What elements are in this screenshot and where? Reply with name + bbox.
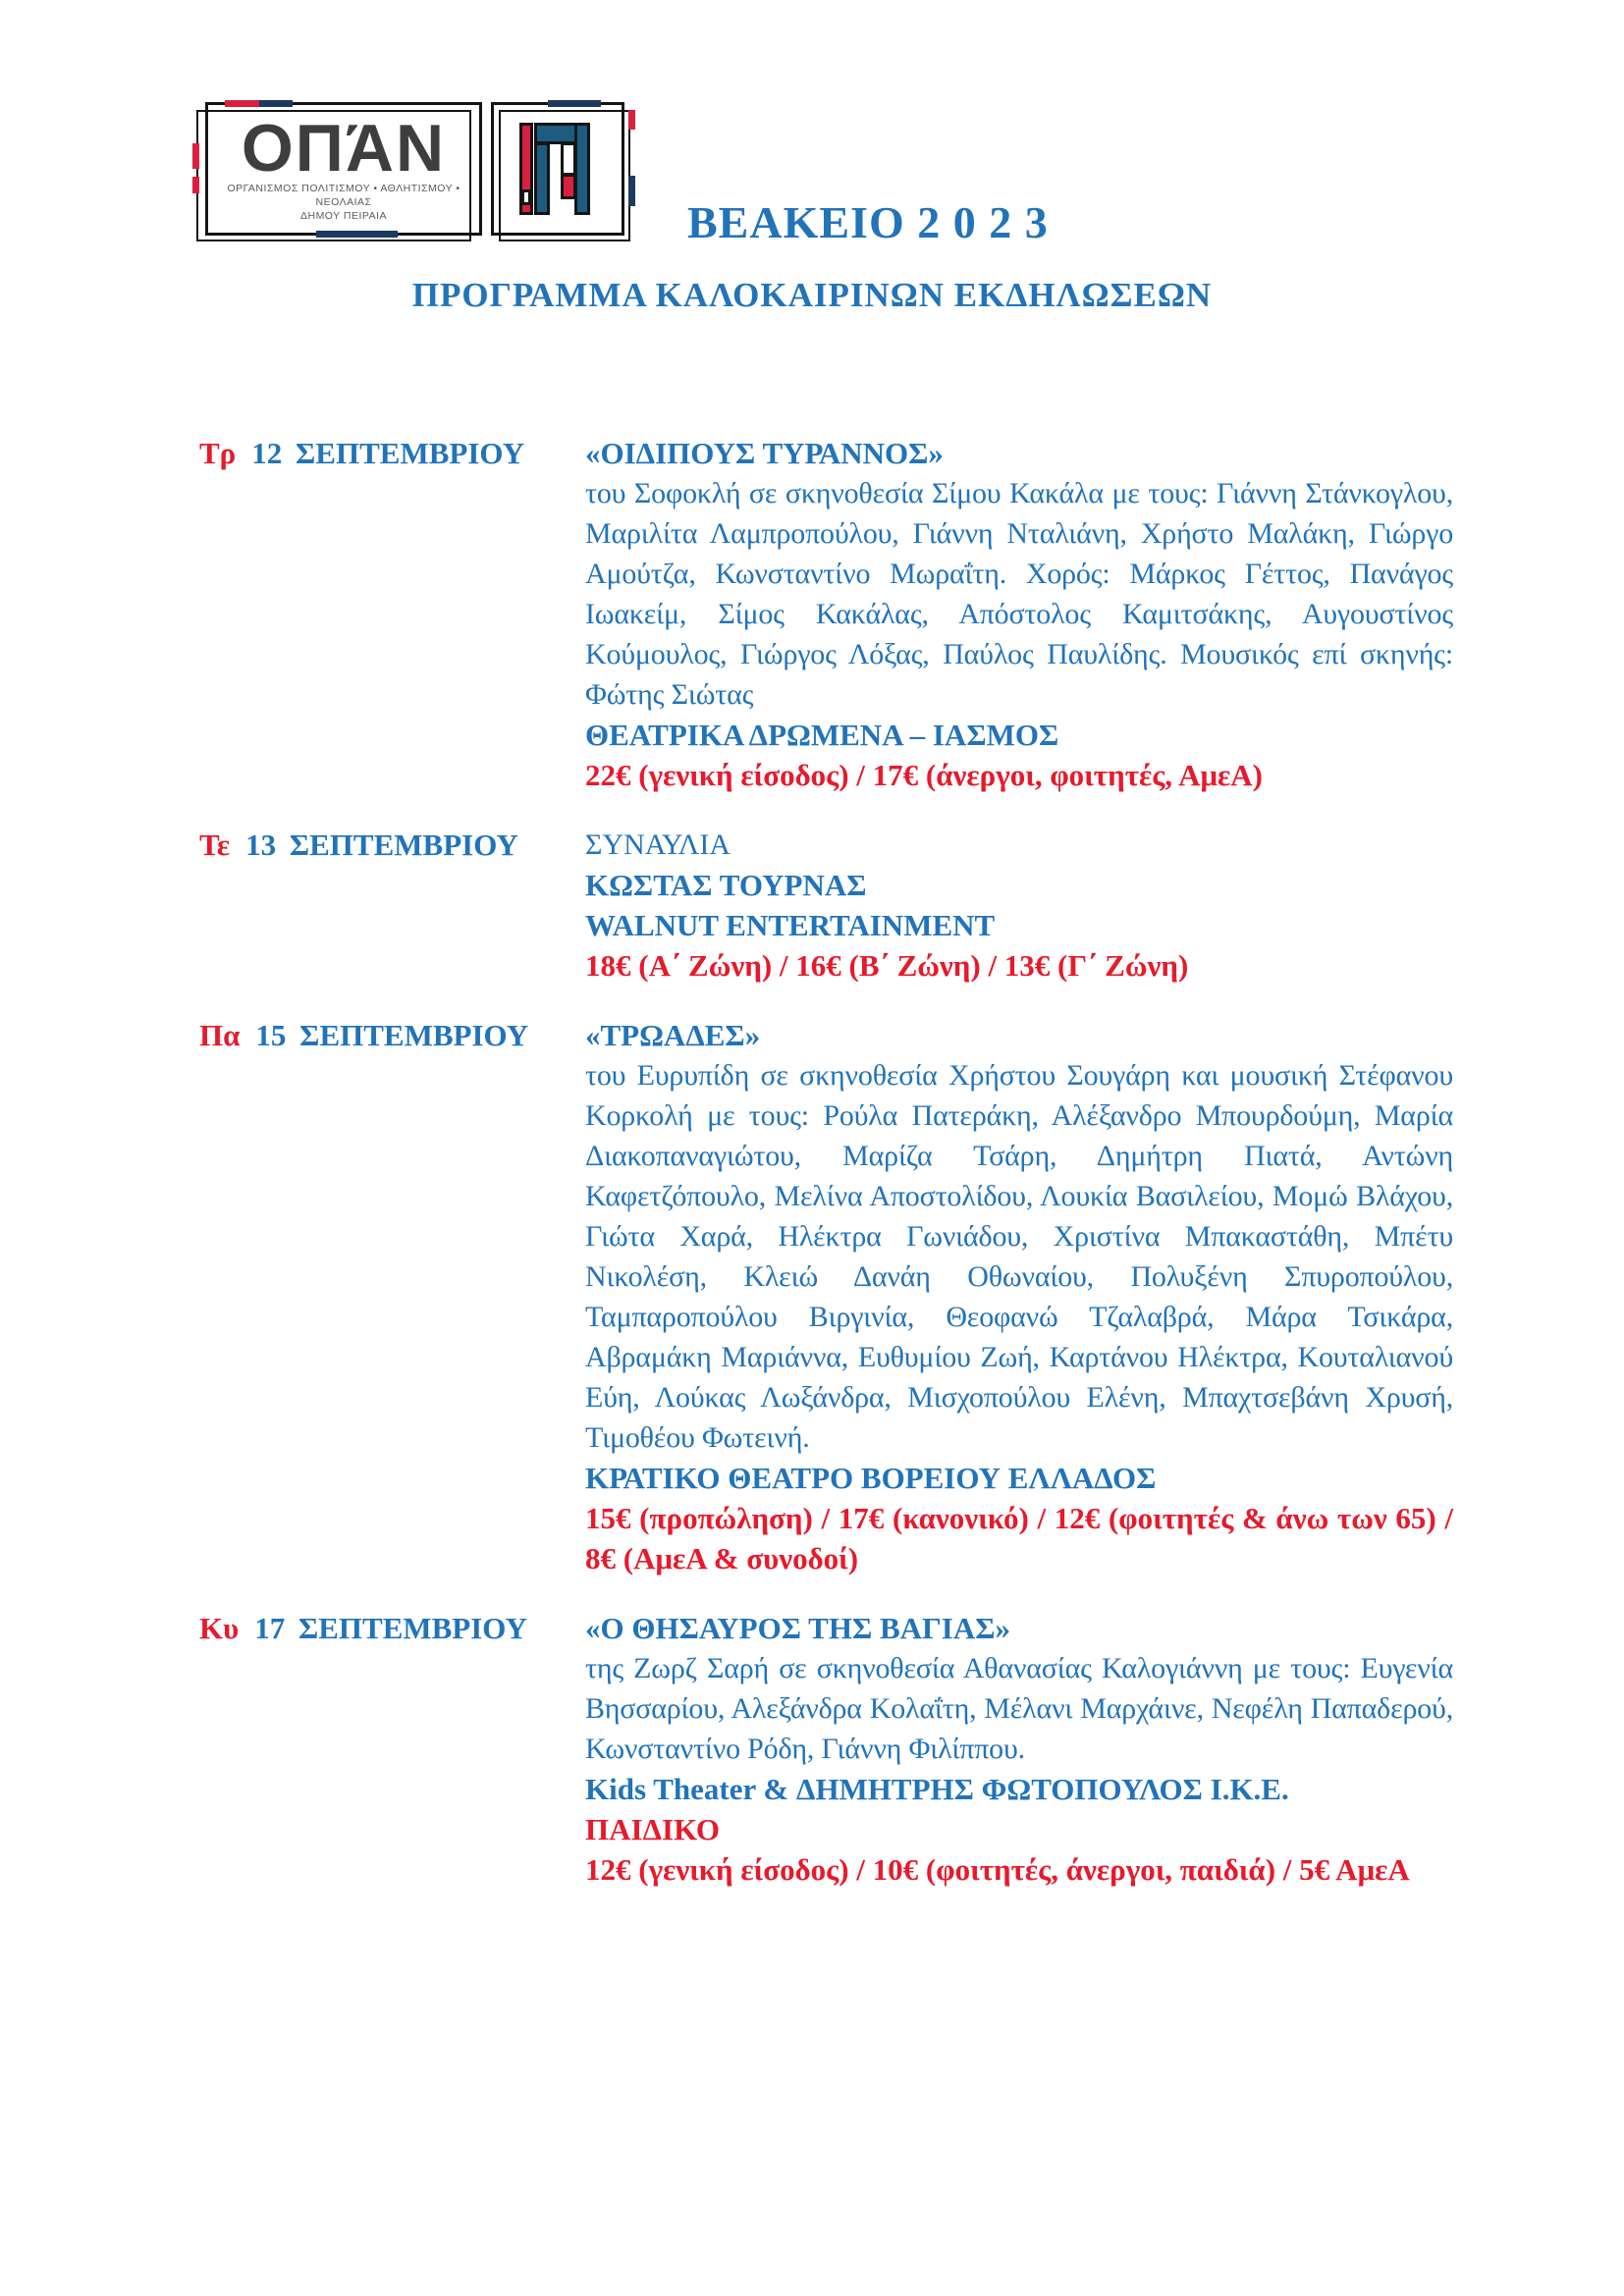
page-title: ΒΕΑΚΕΙΟ 2 0 2 3 [687, 197, 1049, 247]
piraeus-pi-logo-box [491, 102, 624, 236]
pi-icon [519, 119, 590, 215]
event-price: 18€ (Α΄ Ζώνη) / 16€ (Β΄ Ζώνη) / 13€ (Γ΄ Ζώνη) [585, 948, 1189, 983]
event-row [199, 1015, 1453, 1578]
page-subtitle: ΠΡΟΓΡΑΜΜΑ ΚΑΛΟΚΑΙΡΙΝΩΝ ΕΚΔΗΛΩΣΕΩΝ [411, 276, 1213, 314]
event-price: 12€ (γενική είσοδος) / 10€ (φοιτητές, άνεργοι, παιδιά) / 5€ ΑμεΑ [585, 1852, 1410, 1887]
event-row [199, 433, 1453, 795]
pi-icon-block [521, 189, 531, 205]
event-price: 15€ (προπώληση) / 17€ (κανονικό) / 12€ (φοιτητές & άνω των 65) / 8€ (ΑμεΑ & συνοδοί) [585, 1501, 1453, 1575]
event-date [199, 1015, 585, 1055]
event-day-abbr: Τρ [199, 436, 237, 470]
logo-accent-segment [259, 100, 292, 107]
event-genre: ΣΥΝΑΥΛΙΑ [585, 828, 731, 861]
event-category: ΠΑΙΔΙΚΟ [585, 1812, 720, 1846]
event-date-text: 15 ΣΕΠΤΕΜΒΡΙΟΥ [255, 1018, 529, 1052]
event-row [199, 1608, 1453, 1890]
event-title: «Ο ΘΗΣΑΥΡΟΣ ΤΗΣ ΒΑΓΙΑΣ» [585, 1611, 1010, 1645]
event-details [585, 433, 1453, 795]
logo-accent-segment [628, 176, 635, 206]
logo-accent-segment [192, 177, 199, 193]
opan-logo [205, 102, 624, 236]
logo-accent-segment [628, 110, 635, 130]
event-price: 22€ (γενική είσοδος) / 17€ (άνεργοι, φοιτητές, ΑμεΑ) [585, 758, 1264, 792]
pi-icon-block [574, 123, 590, 215]
events-list [199, 433, 1453, 1919]
event-date [199, 1608, 585, 1648]
event-row [199, 825, 1453, 986]
logo-accent-segment [548, 100, 602, 107]
event-details [585, 1608, 1453, 1890]
opan-logo-tagline-line1: ΟΡΓΑΝΙΣΜΟΣ ΠΟΛΙΤΙΣΜΟΥ • ΑΘΛΗΤΙΣΜΟΥ • ΝΕΟΛΑΙΑΣ [227, 183, 460, 208]
opan-logo-tagline-line2: ΔΗΜΟΥ ΠΕΙΡΑΙΑ [299, 210, 388, 222]
event-venue: ΘΕΑΤΡΙΚΑ ΔΡΩΜΕΝΑ – ΙΑΣΜΟΣ [585, 718, 1059, 752]
opan-logo-text: ΟΠΆΝ [241, 111, 447, 186]
event-venue: Kids Theater & ΔΗΜΗΤΡΗΣ ΦΩΤΟΠΟΥΛΟΣ Ι.Κ.Ε. [585, 1772, 1289, 1806]
event-day-abbr: Τε [199, 828, 231, 862]
event-artist: ΚΩΣΤΑΣ ΤΟΥΡΝΑΣ [585, 868, 867, 902]
event-date [199, 825, 585, 865]
event-body: της Ζωρζ Σαρή σε σκηνοθεσία Αθανασίας Καλογιάννη με τους: Ευγενία Βησσαρίου, Αλεξάνδρα Κολαΐτη, Μέλανι Μαρχάινε, Νεφέλη Παπαδερού, Κωνσταντίνο Ρόδη, Γιάννη Φιλίππου. [585, 1652, 1453, 1765]
event-title: «ΟΙΔΙΠΟΥΣ ΤΥΡΑΝΝΟΣ» [585, 436, 944, 470]
event-date-text: 12 ΣΕΠΤΕΜΒΡΙΟΥ [251, 436, 525, 470]
event-date-text: 13 ΣΕΠΤΕΜΒΡΙΟΥ [245, 828, 518, 862]
event-title: «ΤΡΩΑΔΕΣ» [585, 1018, 761, 1052]
event-venue: ΚΡΑΤΙΚΟ ΘΕΑΤΡΟ ΒΟΡΕΙΟΥ ΕΛΛΑΔΟΣ [585, 1461, 1157, 1495]
opan-logo-box [205, 102, 482, 236]
opan-logo-tagline [208, 182, 479, 223]
pi-icon-block [534, 123, 577, 144]
logo-accent-segment [316, 231, 398, 238]
event-date [199, 433, 585, 473]
event-date-text: 17 ΣΕΠΤΕΜΒΡΙΟΥ [254, 1611, 527, 1645]
event-body: του Σοφοκλή σε σκηνοθεσία Σίμου Κακάλα με τους: Γιάννη Στάνκογλου, Μαριλίτα Λαμπροπούλου, Γιάννη Νταλιάνη, Χρήστο Μαλάκη, Γιώργο Αμούτζα, Κωνσταντίνο Μωραΐτη. Χορός: Μάρκος Γέττος, Πανάγος Ιωακείμ, Σίμος Κακάλας, Απόστολος Καμιτσάκης, Αυγουστίνος Κούμουλος, Γιώργος Λόξας, Παύλος Παυλίδης. Μουσικός επί σκηνής: Φώτης Σιώτας [585, 477, 1453, 711]
event-day-abbr: Πα [199, 1018, 241, 1052]
logo-accent-segment [225, 100, 260, 107]
logo-accent-segment [192, 143, 199, 169]
event-details [585, 825, 1453, 986]
event-details [585, 1015, 1453, 1578]
pi-icon-block [534, 142, 550, 215]
event-body: του Ευρυπίδη σε σκηνοθεσία Χρήστου Σουγάρη και μουσική Στέφανου Κορκολή με τους: Ρούλα Πατεράκη, Αλέξανδρο Μπουρδούμη, Μαρία Διακοπαναγιώτου, Μαρίζα Τσάρη, Δημήτρη Πιατά, Αντώνη Καφετζόπουλο, Μελίνα Αποστολίδου, Λουκία Βασιλείου, Μομώ Βλάχου, Γιώτα Χαρά, Ηλέκτρα Γωνιάδου, Χριστίνα Μπακαστάθη, Μπέτυ Νικολέση, Κλειώ Δανάη Οθωναίου, Πολυξένη Σπυροπούλου, Ταμπαροπούλου Βιργινία, Θεοφανώ Τζαλαβρά, Μάρα Τσικάρα, Αβραμάκη Μαριάννα, Ευθυμίου Ζωή, Καρτάνου Ηλέκτρα, Κουταλιανού Εύη, Λούκας Λωξάνδρα, Μισχοπούλου Ελένη, Μπαχτσεβάνη Χρυσή, Τιμοθέου Φωτεινή. [585, 1059, 1453, 1454]
event-day-abbr: Κυ [199, 1611, 240, 1645]
event-venue: WALNUT ENTERTAINMENT [585, 908, 996, 942]
